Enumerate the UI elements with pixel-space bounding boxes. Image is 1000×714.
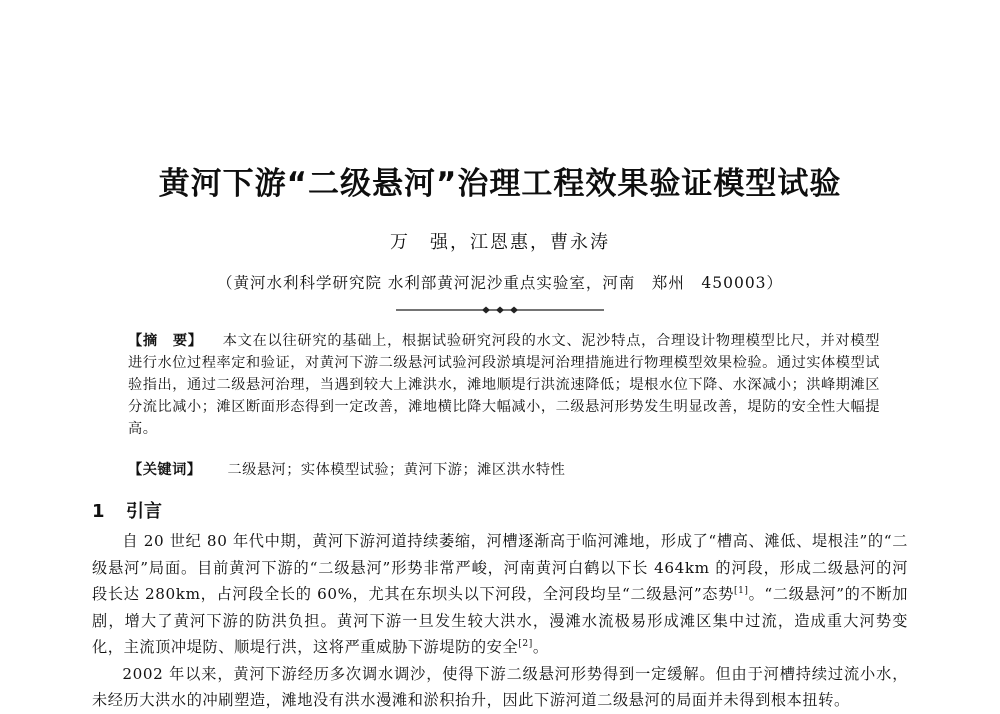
citation-ref: [1]	[733, 585, 749, 596]
body-text	[92, 528, 908, 714]
keywords-label: 【关键词】	[128, 462, 202, 478]
citation-ref: [2]	[518, 638, 533, 649]
keywords-text: 二级悬河；实体模型试验；黄河下游；滩区洪水特性	[227, 462, 566, 478]
author-list: 万 强，江恩惠，曹永涛	[390, 232, 610, 253]
section-title: 引言	[126, 501, 162, 522]
section-heading	[92, 497, 162, 523]
paragraph	[92, 528, 908, 661]
paper-title: 黄河下游“二级悬河”治理工程效果验证模型试验	[158, 166, 842, 202]
abstract-text: 本文在以往研究的基础上，根据试验研究河段的水文、泥沙特点，合理设计物理模型比尺，并对模型进行水位过程率定和验证，对黄河下游二级悬河试验河段淤填堤河治理措施进行物理模型效果检验。通过实体模型试验指出，通过二级悬河治理，当遇到较大上滩洪水，滩地顺堤行洪流速降低；堤根水位下降、水深减小；洪峰期滩区分流比减小；滩区断面形态得到一定改善，滩地横比降大幅减小，二级悬河形势发生明显改善，堤防的安全性大幅提高。	[128, 333, 880, 437]
paragraph-text: 自 20 世纪 80 年代中期，黄河下游河道持续萎缩，河槽逐渐高于临河滩地，形成了“槽高、滩低、堤根洼”的“二级悬河”局面。目前黄河下游的“二级悬河”形势非常严峻，河南黄河白鹤以下长 464km 的河段，形成二级悬河的河段长达 280km，占河段全长的 60%，尤其在东坝头以下河段，全河段均呈“二级悬河”态势	[92, 532, 908, 603]
paragraph-text: 。“二级悬河”的不断加剧，增大了黄河下游的防洪负担。黄河下游一旦发生较大洪水，漫滩水流极易形成滩区集中过流，造成重大河势变化，主流顶冲堤防、顺堤行洪，这将严重威胁下游堤防的安全	[92, 585, 908, 656]
title-divider	[396, 306, 604, 314]
paragraph-text: 。	[532, 638, 549, 656]
affiliation: （黄河水利科学研究院 水利部黄河泥沙重点实验室，河南 郑州 450003）	[216, 274, 784, 292]
section-number: 1	[92, 501, 105, 522]
abstract	[128, 330, 880, 440]
abstract-label: 【摘 要】	[128, 333, 203, 349]
keywords	[128, 459, 880, 481]
paragraph: 2002 年以来，黄河下游经历多次调水调沙，使得下游二级悬河形势得到一定缓解。但由于河槽持续过流小水，未经历大洪水的冲刷塑造，滩地没有洪水漫滩和淤积抬升，因此下游河道二级悬河的局面并未得到根本扭转。	[92, 664, 908, 709]
